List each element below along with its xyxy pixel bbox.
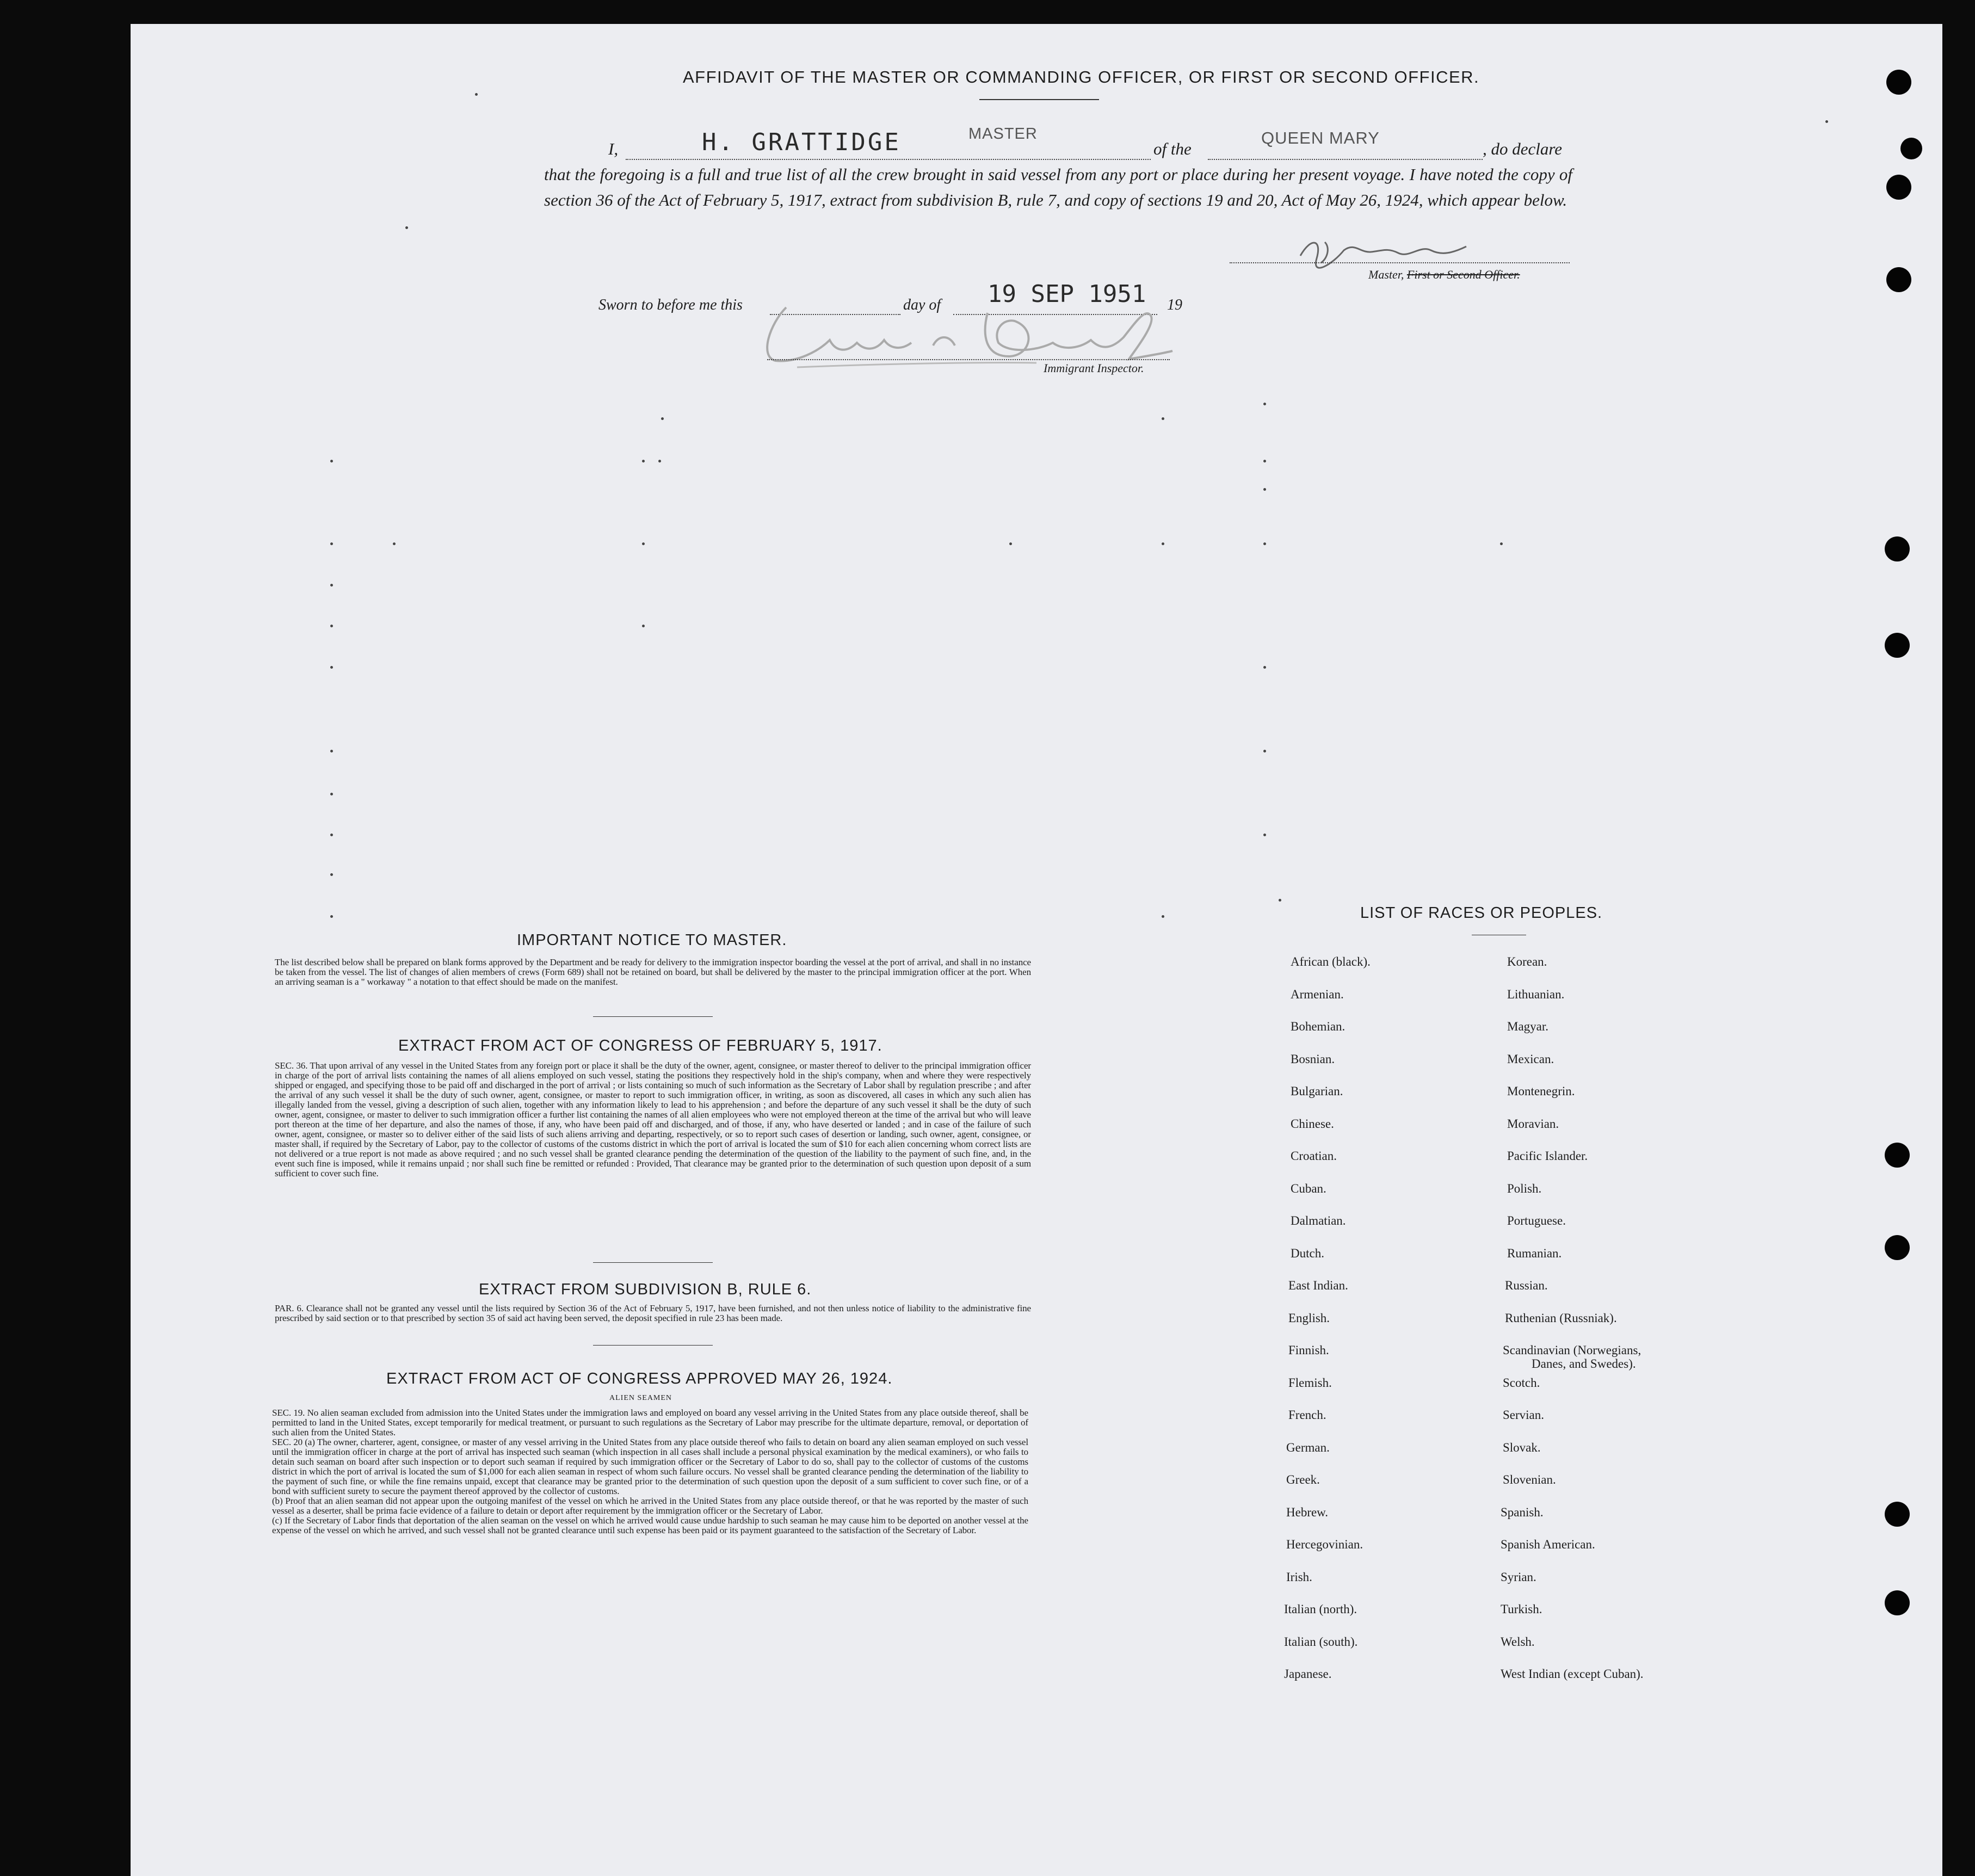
extract-1924-body bbox=[272, 1408, 1028, 1535]
stray-dot bbox=[330, 460, 333, 462]
race-item: Montenegrin. bbox=[1507, 1084, 1575, 1098]
title-underline bbox=[979, 99, 1099, 100]
race-item: East Indian. bbox=[1288, 1279, 1348, 1292]
race-item: Lithuanian. bbox=[1507, 988, 1565, 1001]
race-item: Korean. bbox=[1507, 955, 1547, 968]
punch-hole bbox=[1885, 536, 1910, 561]
notice-title: IMPORTANT NOTICE TO MASTER. bbox=[517, 931, 787, 949]
stray-dot bbox=[330, 750, 333, 752]
stray-dot bbox=[1162, 542, 1164, 545]
section-20a-paragraph: SEC. 20 (a) The owner, charterer, agent, consignee, or master of any vessel arriving in the United States from any place outside thereof who fails to detain on board any alien seaman employed on such vessel until the immigration officer in charge at the port of arrival has inspected such seaman (which inspection in all cases shall include a personal physical examination by the medical examiners), or who fails to detain such seaman on board after such inspection or to deport such seaman if required by such immigration officer or the Secretary of Labor to do so, shall pay to the collector of customs of the customs district in which the port of arrival is located the sum of $1,000 for each alien seaman in respect of whom such failure occurs. No vessel shall be granted clearance pending the determination of the liability to the payment of such fine, or while the fine remains unpaid, except that clearance may be granted prior to the determination of such question upon the deposit of a sum sufficient to cover such fine, or of a bond with sufficient surety to secure the payment thereof approved by the collector of customs. bbox=[272, 1437, 1028, 1496]
stray-dot bbox=[642, 625, 645, 627]
race-item: Dalmatian. bbox=[1291, 1214, 1346, 1227]
race-item: German. bbox=[1286, 1441, 1330, 1454]
extract-1924-subtitle: ALIEN SEAMEN bbox=[609, 1394, 672, 1402]
stray-dot bbox=[1162, 915, 1164, 918]
punch-hole bbox=[1885, 1590, 1910, 1615]
master-signature bbox=[1295, 231, 1474, 269]
punch-hole bbox=[1885, 633, 1910, 658]
race-item: Mexican. bbox=[1507, 1052, 1554, 1066]
declaration-text: that the foregoing is a full and true list of all the crew brought in said vessel from any port or place during her present voyage. I have noted the copy of section 36 of the Act of February 5, 1917, extract from subdivision B, rule 7, and copy of sections 19 and 20, Act of May 26, 1924, which appear below. bbox=[544, 165, 1572, 209]
race-item: West Indian (except Cuban). bbox=[1501, 1667, 1644, 1681]
race-item: Rumanian. bbox=[1507, 1246, 1562, 1260]
master-signature-line bbox=[1230, 262, 1570, 263]
stray-dot bbox=[1279, 899, 1281, 902]
extract-1917-divider bbox=[593, 1262, 713, 1263]
master-name-handwritten: H. GRATTIDGE bbox=[702, 128, 901, 156]
stray-dot bbox=[661, 417, 664, 420]
race-item: Turkish. bbox=[1501, 1602, 1542, 1616]
stray-dot bbox=[393, 542, 396, 545]
inspector-signature bbox=[754, 291, 1178, 373]
stray-dot bbox=[1263, 488, 1266, 491]
stray-dot bbox=[330, 584, 333, 587]
stray-dot bbox=[1263, 834, 1266, 836]
race-item: Dutch. bbox=[1291, 1246, 1324, 1260]
extract-1917-title: EXTRACT FROM ACT OF CONGRESS OF FEBRUARY 5, 1917. bbox=[398, 1037, 882, 1054]
race-item: Portuguese. bbox=[1507, 1214, 1566, 1227]
race-item: Scotch. bbox=[1503, 1376, 1540, 1390]
race-item: Welsh. bbox=[1501, 1635, 1535, 1649]
punch-hole bbox=[1885, 1143, 1910, 1168]
year-prefix: 19 bbox=[1167, 297, 1182, 313]
punch-hole bbox=[1886, 267, 1911, 292]
race-item: Armenian. bbox=[1291, 988, 1344, 1001]
master-caption-prefix: Master, bbox=[1368, 268, 1404, 281]
extract-rule6-body: PAR. 6. Clearance shall not be granted any vessel until the lists required by Section 36 of the Act of February 5, 1917, have been furnished, and not then unless notice of liability to the administrative fine prescribed by said section or to that prescribed by section 35 of said act having been served, the deposit specified in rule 23 has been made. bbox=[275, 1303, 1031, 1323]
sworn-label: Sworn to before me this bbox=[598, 297, 743, 313]
race-item: Hebrew. bbox=[1286, 1505, 1329, 1519]
stray-dot bbox=[1162, 417, 1164, 420]
race-item: Bohemian. bbox=[1291, 1020, 1346, 1033]
master-caption bbox=[1368, 268, 1520, 282]
stray-dot bbox=[658, 460, 661, 462]
vessel-name-stamp: QUEEN MARY bbox=[1261, 128, 1380, 147]
race-item: Flemish. bbox=[1288, 1376, 1332, 1390]
punch-hole bbox=[1885, 1502, 1910, 1527]
do-declare-label: , do declare bbox=[1483, 139, 1563, 158]
race-item: Ruthenian (Russniak). bbox=[1505, 1311, 1617, 1325]
affidavit-title: AFFIDAVIT OF THE MASTER OR COMMANDING OFFICER, OR FIRST OR SECOND OFFICER. bbox=[683, 67, 1480, 87]
race-item: Slovenian. bbox=[1503, 1473, 1556, 1486]
race-item: Bosnian. bbox=[1291, 1052, 1335, 1066]
punch-hole bbox=[1885, 1235, 1910, 1260]
stray-dot bbox=[1263, 460, 1266, 462]
extract-1924-title: EXTRACT FROM ACT OF CONGRESS APPROVED MAY 26, 1924. bbox=[386, 1370, 893, 1387]
rank-stamp: MASTER bbox=[968, 125, 1038, 143]
name-blank bbox=[626, 159, 1151, 160]
stray-dot bbox=[330, 666, 333, 669]
inspector-signature-line bbox=[767, 359, 1170, 360]
section-20b-paragraph: (b) Proof that an alien seaman did not appear upon the outgoing manifest of the vessel on which he arrived in the United States from any place outside thereof, or that he was reported by the master of such vessel as a deserter, shall be prima facie evidence of a failure to detain or deport after requirement by the immigration officer or the Secretary of Labor. bbox=[272, 1496, 1028, 1516]
stray-dot bbox=[642, 542, 645, 545]
race-item: Slovak. bbox=[1503, 1441, 1541, 1454]
stray-dot bbox=[475, 93, 478, 96]
affidavit-i-label: I, bbox=[608, 139, 619, 158]
date-stamp: 19 SEP 1951 bbox=[988, 280, 1146, 308]
stray-dot bbox=[330, 542, 333, 545]
stray-dot bbox=[1009, 542, 1012, 545]
race-item: Finnish. bbox=[1288, 1343, 1329, 1357]
stray-dot bbox=[1263, 666, 1266, 669]
stray-dot bbox=[1263, 542, 1266, 545]
race-item: French. bbox=[1288, 1408, 1326, 1422]
race-item: Russian. bbox=[1505, 1279, 1548, 1292]
race-item: Bulgarian. bbox=[1291, 1084, 1343, 1098]
race-item: Hercegovinian. bbox=[1286, 1538, 1363, 1551]
stray-dot bbox=[330, 625, 333, 627]
master-caption-struck: First or Second Officer. bbox=[1406, 268, 1520, 281]
inspector-caption: Immigrant Inspector. bbox=[1044, 361, 1144, 375]
punch-hole bbox=[1886, 70, 1911, 95]
race-item: Cuban. bbox=[1291, 1182, 1326, 1195]
notice-divider bbox=[593, 1016, 713, 1017]
notice-body: The list described below shall be prepared on blank forms approved by the Department and be ready for delivery to the immigration inspector boarding the vessel at the port of arrival, and shall in no instance be taken from the vessel. The list of changes of alien members of crews (Form 689) shall not be retained on board, but shall be delivered by the master to the principal immigration officer at the port. When an arriving seaman is a " workaway " a notation to that effect should be made on the manifest. bbox=[275, 957, 1031, 987]
punch-hole bbox=[1900, 138, 1922, 159]
race-item: Pacific Islander. bbox=[1507, 1149, 1588, 1163]
of-the-label: of the bbox=[1153, 139, 1192, 158]
stray-dot bbox=[1263, 750, 1266, 752]
stray-dot bbox=[330, 873, 333, 876]
race-item: Scandinavian (Norwegians, bbox=[1503, 1343, 1641, 1357]
stray-dot bbox=[1263, 403, 1266, 405]
race-item-continuation: Danes, and Swedes). bbox=[1532, 1357, 1636, 1371]
race-item: Italian (south). bbox=[1284, 1635, 1358, 1649]
race-item: Irish. bbox=[1286, 1570, 1312, 1584]
race-item: Greek. bbox=[1286, 1473, 1320, 1486]
race-item: English. bbox=[1288, 1311, 1330, 1325]
stray-dot bbox=[405, 226, 408, 229]
race-item: Japanese. bbox=[1284, 1667, 1332, 1681]
stray-dot bbox=[330, 915, 333, 918]
race-item: Spanish. bbox=[1501, 1505, 1544, 1519]
extract-1917-body: SEC. 36. That upon arrival of any vessel in the United States from any foreign port or place it shall be the duty of the owner, agent, consignee, or master thereof to deliver to the principal immigration officer in charge of the port of arrival lists containing the names of all aliens employed on such vessel, stating the positions they respectively hold in the ship's company, when and where they were respectively shipped or engaged, and specifying those to be paid off and discharged in the port of arrival ; or lists containing so much of such information as the Secretary of Labor shall by regulation prescribe ; and after the arrival of any such vessel it shall be the duty of such owner, agent, consignee, or master to report to such immigration officer, in writing, as soon as discovered, all cases in which any such alien has illegally landed from the vessel, giving a description of such alien, together with any information likely to lead to his apprehension ; and before the departure of any such vessel it shall be the duty of such owner, agent, consignee, or master to deliver to such immigration officer a further list containing the names of all alien employees who were not employed thereon at the time of the arrival but who will leave port thereon at the time of her departure, and also the names of those, if any, who have been paid off and discharged, and of those, if any, who have deserted or landed ; and in case of the failure of such owner, agent, consignee, or master so to deliver either of the said lists of such aliens arriving and departing, respectively, or so to report such cases of desertion or landing, such owner, agent, consignee, or master shall, if required by the Secretary of Labor, pay to the collector of customs of the customs district in which the port of arrival is located the sum of $10 for each alien concerning whom correct lists are not delivered or a true report is not made as above required ; and no such vessel shall be granted clearance pending the determination of the question of the liability to the payment of such fine, and, in the event such fine is imposed, while it remains unpaid ; nor shall such fine be remitted or refunded : Provided, That clearance may be granted prior to the determination of such question upon deposit of a sum sufficient to cover such fine. bbox=[275, 1060, 1031, 1178]
race-item: Chinese. bbox=[1291, 1117, 1334, 1131]
vessel-blank bbox=[1208, 159, 1483, 160]
extract-rule6-divider bbox=[593, 1345, 713, 1346]
race-item: Polish. bbox=[1507, 1182, 1542, 1195]
stray-dot bbox=[642, 460, 645, 462]
race-item: Syrian. bbox=[1501, 1570, 1536, 1584]
stray-dot bbox=[330, 834, 333, 836]
race-item: Moravian. bbox=[1507, 1117, 1559, 1131]
stray-dot bbox=[330, 793, 333, 795]
day-of-label: day of bbox=[903, 297, 941, 313]
race-item: African (black). bbox=[1291, 955, 1371, 968]
section-20c-paragraph: (c) If the Secretary of Labor finds that deportation of the alien seaman on the vessel on which he arrived would cause undue hardship to such seaman he may cause him to be deported on another vessel at the expense of the vessel on which he arrived, and such vessel shall not be granted clearance until such expense has been paid or its payment guaranteed to the satisfaction of the Secretary of Labor. bbox=[272, 1515, 1028, 1535]
race-item: Italian (north). bbox=[1284, 1602, 1357, 1616]
extract-rule6-title: EXTRACT FROM SUBDIVISION B, RULE 6. bbox=[479, 1281, 812, 1298]
race-item: Servian. bbox=[1503, 1408, 1545, 1422]
section-19-paragraph: SEC. 19. No alien seaman excluded from admission into the United States under the immigration laws and employed on board any vessel arriving in the United States from any place outside thereof, shall be permitted to land in the United States, except temporarily for medical treatment, or pursuant to such regulations as the Secretary of Labor may prescribe for the ultimate departure, removal, or deportation of such alien from the United States. bbox=[272, 1408, 1028, 1437]
stray-dot bbox=[1825, 120, 1828, 123]
race-item: Spanish American. bbox=[1501, 1538, 1595, 1551]
stray-dot bbox=[1500, 542, 1503, 545]
races-title: LIST OF RACES OR PEOPLES. bbox=[1360, 904, 1603, 922]
race-item: Croatian. bbox=[1291, 1149, 1337, 1163]
punch-hole bbox=[1886, 175, 1911, 200]
race-item: Magyar. bbox=[1507, 1020, 1549, 1033]
